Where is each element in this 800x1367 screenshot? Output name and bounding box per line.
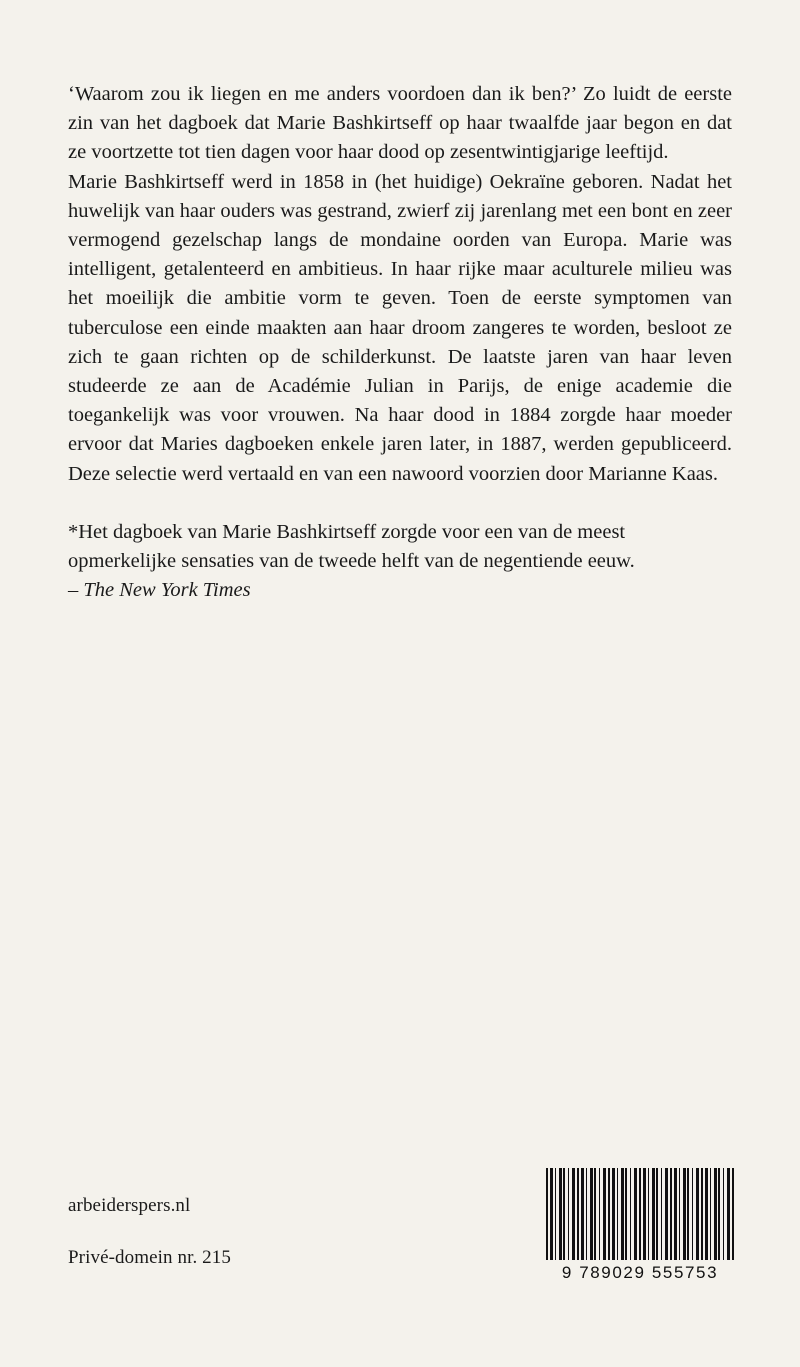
blurb-paragraph-2: Marie Bashkirtseff werd in 1858 in (het huidige) Oekraïne geboren. Nadat het huwelijk van haar ouders was gestrand, zwierf zij jarenlang met een bont en zeer vermogend gezelschap langs de mondaine oorden van Europa. Marie was intelligent, getalenteerd en ambitieus. In haar rijke maar aculturele milieu was het moeilijk die ambitie vorm te geven. Toen de eerste symptomen van tuberculose een einde maakten aan haar droom zangeres te worden, besloot ze zich te gaan richten op de schilderkunst. De laatste jaren van haar leven studeerde ze aan de Académie Julian in Parijs, de enige academie die toegankelijk was voor vrouwen. Na haar dood in 1884 zorgde haar moeder ervoor dat Maries dagboeken enkele jaren later, in 1887, werden gepubliceerd. Deze selectie werd vertaald en van een nawoord voorzien door Marianne Kaas. — [68, 170, 732, 485]
barcode-block — [546, 1168, 734, 1283]
review-quote-text: *Het dagboek van Marie Bashkirtseff zorgde voor een van de meest opmerkelijke sensaties van de tweede helft van de negentiende eeuw. — [68, 520, 635, 573]
footer-info — [68, 1193, 488, 1271]
blurb-paragraph-1: ‘Waarom zou ik liegen en me anders voordoen dan ik ben?’ Zo luidt de eerste zin van het dagboek dat Marie Bashkirtseff op haar twaalfde jaar begon en dat ze voortzette tot tien dagen voor haar dood op zesentwintigjarige leeftijd. — [68, 83, 732, 164]
publisher-website[interactable]: arbeiderspers.nl — [68, 1195, 191, 1216]
review-quote-source: – The New York Times — [68, 579, 251, 602]
barcode-digits: 9 789029 555753 — [561, 1263, 719, 1282]
series-number: Privé-domein nr. 215 — [68, 1247, 231, 1268]
blurb-text-block — [68, 80, 732, 605]
barcode-icon — [546, 1168, 734, 1260]
review-quote-block — [68, 518, 732, 606]
